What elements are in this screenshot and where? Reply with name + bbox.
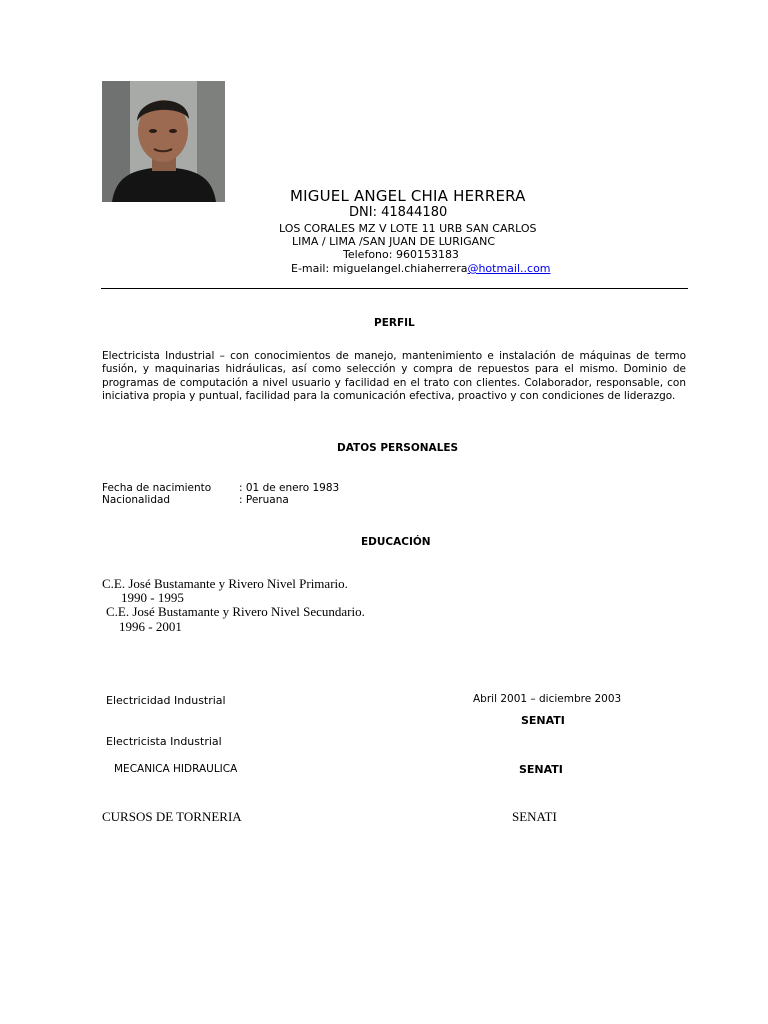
address-line-2: LIMA / LIMA /SAN JUAN DE LURIGANC [292,235,496,248]
course-institution-lathe: SENATI [512,809,557,824]
nationality-value: : Peruana [239,494,289,506]
section-heading-personal-data: DATOS PERSONALES [337,442,459,454]
course-title-electricity: Electricidad Industrial [106,694,226,707]
course-title-lathe: CURSOS DE TORNERIA [102,809,242,824]
profile-photo [102,81,225,202]
section-heading-education: EDUCACIÓN [361,536,431,548]
course-subtitle-electricity: Electricista Industrial [106,735,222,748]
profile-text: Electricista Industrial – con conocimientos de manejo, mantenimiento e instalación de máquinas de termo fusión, y maquinarias hidráulicas, así como selección y compra de repuestos para el mismo. Dominio de programas de computación a nivel usuario y facilidad en el trato con clientes. Colaborador, responsable, con iniciativa propia y puntual, facilidad para la comunicación efectiva, proactivo y con condiciones de liderazgo. [102,350,686,402]
email-link[interactable]: @hotmail..com [467,262,551,275]
nationality-label: Nacionalidad [102,494,171,506]
dni-number: DNI: 41844180 [349,205,448,220]
phone-number: Telefono: 960153183 [343,248,459,261]
education-years-primary: 1990 - 1995 [121,590,184,605]
address-line-1: LOS CORALES MZ V LOTE 11 URB SAN CARLOS [279,222,537,235]
course-dates-electricity: Abril 2001 – diciembre 2003 [473,693,622,705]
email-line [291,262,551,275]
header-divider [101,288,688,289]
email-prefix: E-mail: miguelangel.chiaherrera [291,262,468,275]
course-institution-hydraulics: SENATI [519,763,563,776]
section-heading-profile: PERFIL [374,317,415,329]
birthdate-label: Fecha de nacimiento [102,482,212,494]
candidate-name: MIGUEL ANGEL CHIA HERRERA [290,187,526,205]
education-school-secondary: C.E. José Bustamante y Rivero Nivel Secundario. [106,604,365,619]
birthdate-value: : 01 de enero 1983 [239,482,340,494]
education-years-secondary: 1996 - 2001 [119,619,182,634]
education-school-primary: C.E. José Bustamante y Rivero Nivel Primario. [102,576,348,591]
course-title-hydraulics: MECANICA HIDRAULICA [114,763,238,775]
course-institution-electricity: SENATI [521,714,565,727]
